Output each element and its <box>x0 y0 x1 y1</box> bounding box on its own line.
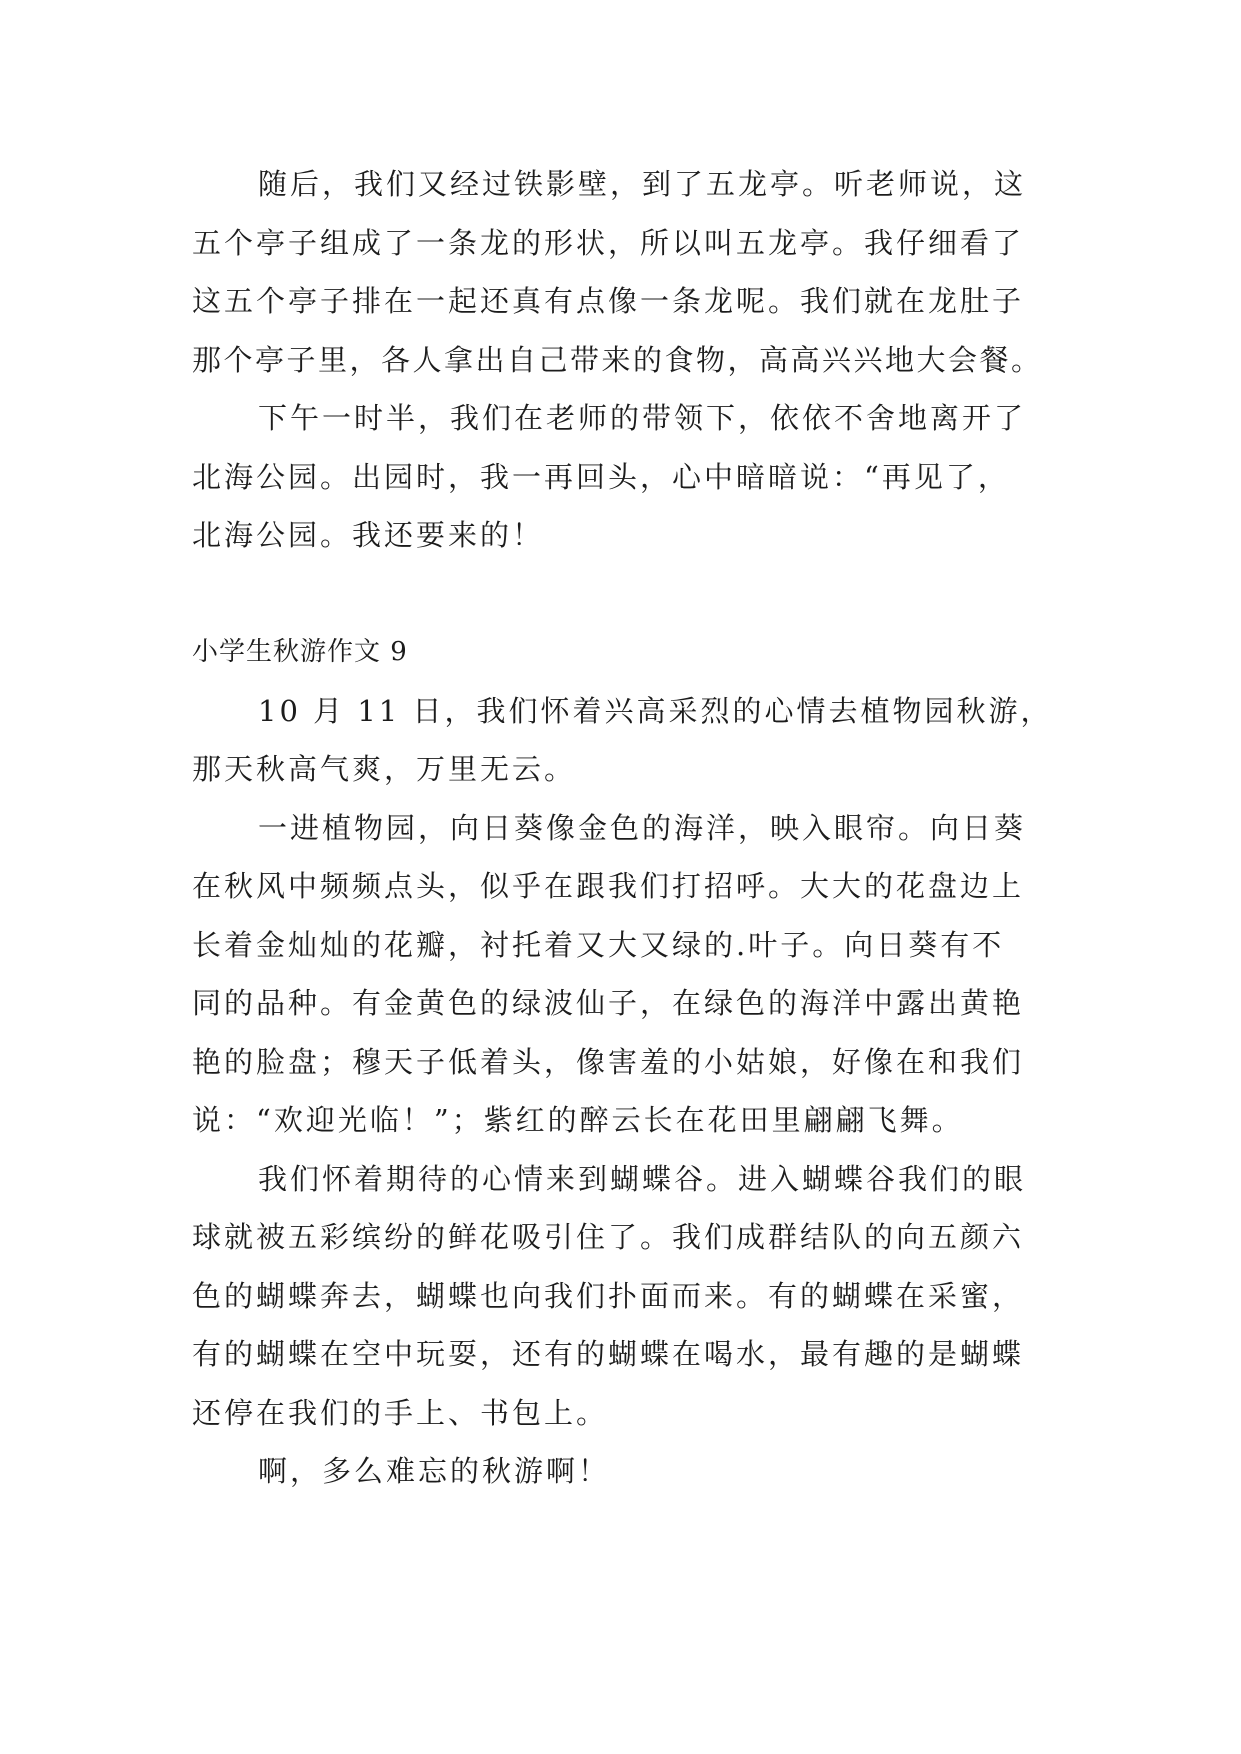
essay-section <box>192 623 1054 1501</box>
text-line: 北海公园。出园时，我一再回头，心中暗暗说：“再见了， <box>192 459 1010 494</box>
paragraph <box>192 1442 1054 1501</box>
text-line: 色的蝴蝶奔去，蝴蝶也向我们扑面而来。有的蝴蝶在采蜜， <box>192 1278 1025 1313</box>
text-line: 啊，多么难忘的秋游啊！ <box>258 1454 611 1488</box>
text-line: 那天秋高气爽，万里无云。 <box>192 752 577 786</box>
text-line: 同的品种。有金黄色的绿波仙子，在绿色的海洋中露出黄艳 <box>192 986 1025 1020</box>
text-line: 说：“欢迎光临！”；紫红的醉云长在花田里翩翩飞舞。 <box>192 1103 964 1137</box>
text-line: 下午一时半，我们在老师的带领下，依依不舍地离开了 <box>258 401 1027 435</box>
paragraph <box>192 1150 1054 1443</box>
text-line: 长着金灿灿的花瓣，衬托着又大又绿的.叶子。向日葵有不 <box>192 927 1005 962</box>
paragraph <box>192 155 1054 389</box>
paragraph <box>192 389 1054 565</box>
document-body <box>192 155 1054 1501</box>
text-line: 一进植物园，向日葵像金色的海洋，映入眼帘。向日葵 <box>258 810 1027 845</box>
text-line: 球就被五彩缤纷的鲜花吸引住了。我们成群结队的向五颜六 <box>192 1220 1025 1254</box>
text-line: 那个亭子里，各人拿出自己带来的食物，高高兴兴地大会餐。 <box>192 342 1043 377</box>
section-heading: 小学生秋游作文 9 <box>192 637 408 667</box>
text-line: 这五个亭子排在一起还真有点像一条龙呢。我们就在龙肚子 <box>192 284 1025 318</box>
text-line: 还停在我们的手上、书包上。 <box>192 1395 609 1430</box>
paragraph <box>192 799 1054 1150</box>
text-line: 在秋风中频频点头，似乎在跟我们打招呼。大大的花盘边上 <box>192 869 1025 903</box>
text-line: 五个亭子组成了一条龙的形状，所以叫五龙亭。我仔细看了 <box>192 225 1025 260</box>
text-line: 北海公园。我还要来的！ <box>192 518 545 552</box>
paragraph <box>192 682 1054 799</box>
text-line: 10 月 11 日，我们怀着兴高采烈的心情去植物园秋游， <box>258 693 1053 728</box>
text-line: 有的蝴蝶在空中玩耍，还有的蝴蝶在喝水，最有趣的是蝴蝶 <box>192 1337 1025 1371</box>
essay-section-continued <box>192 155 1054 565</box>
text-line: 艳的脸盘；穆天子低着头，像害羞的小姑娘，好像在和我们 <box>192 1044 1025 1079</box>
text-line: 随后，我们又经过铁影壁，到了五龙亭。听老师说，这 <box>258 167 1027 201</box>
text-line: 我们怀着期待的心情来到蝴蝶谷。进入蝴蝶谷我们的眼 <box>258 1161 1027 1196</box>
